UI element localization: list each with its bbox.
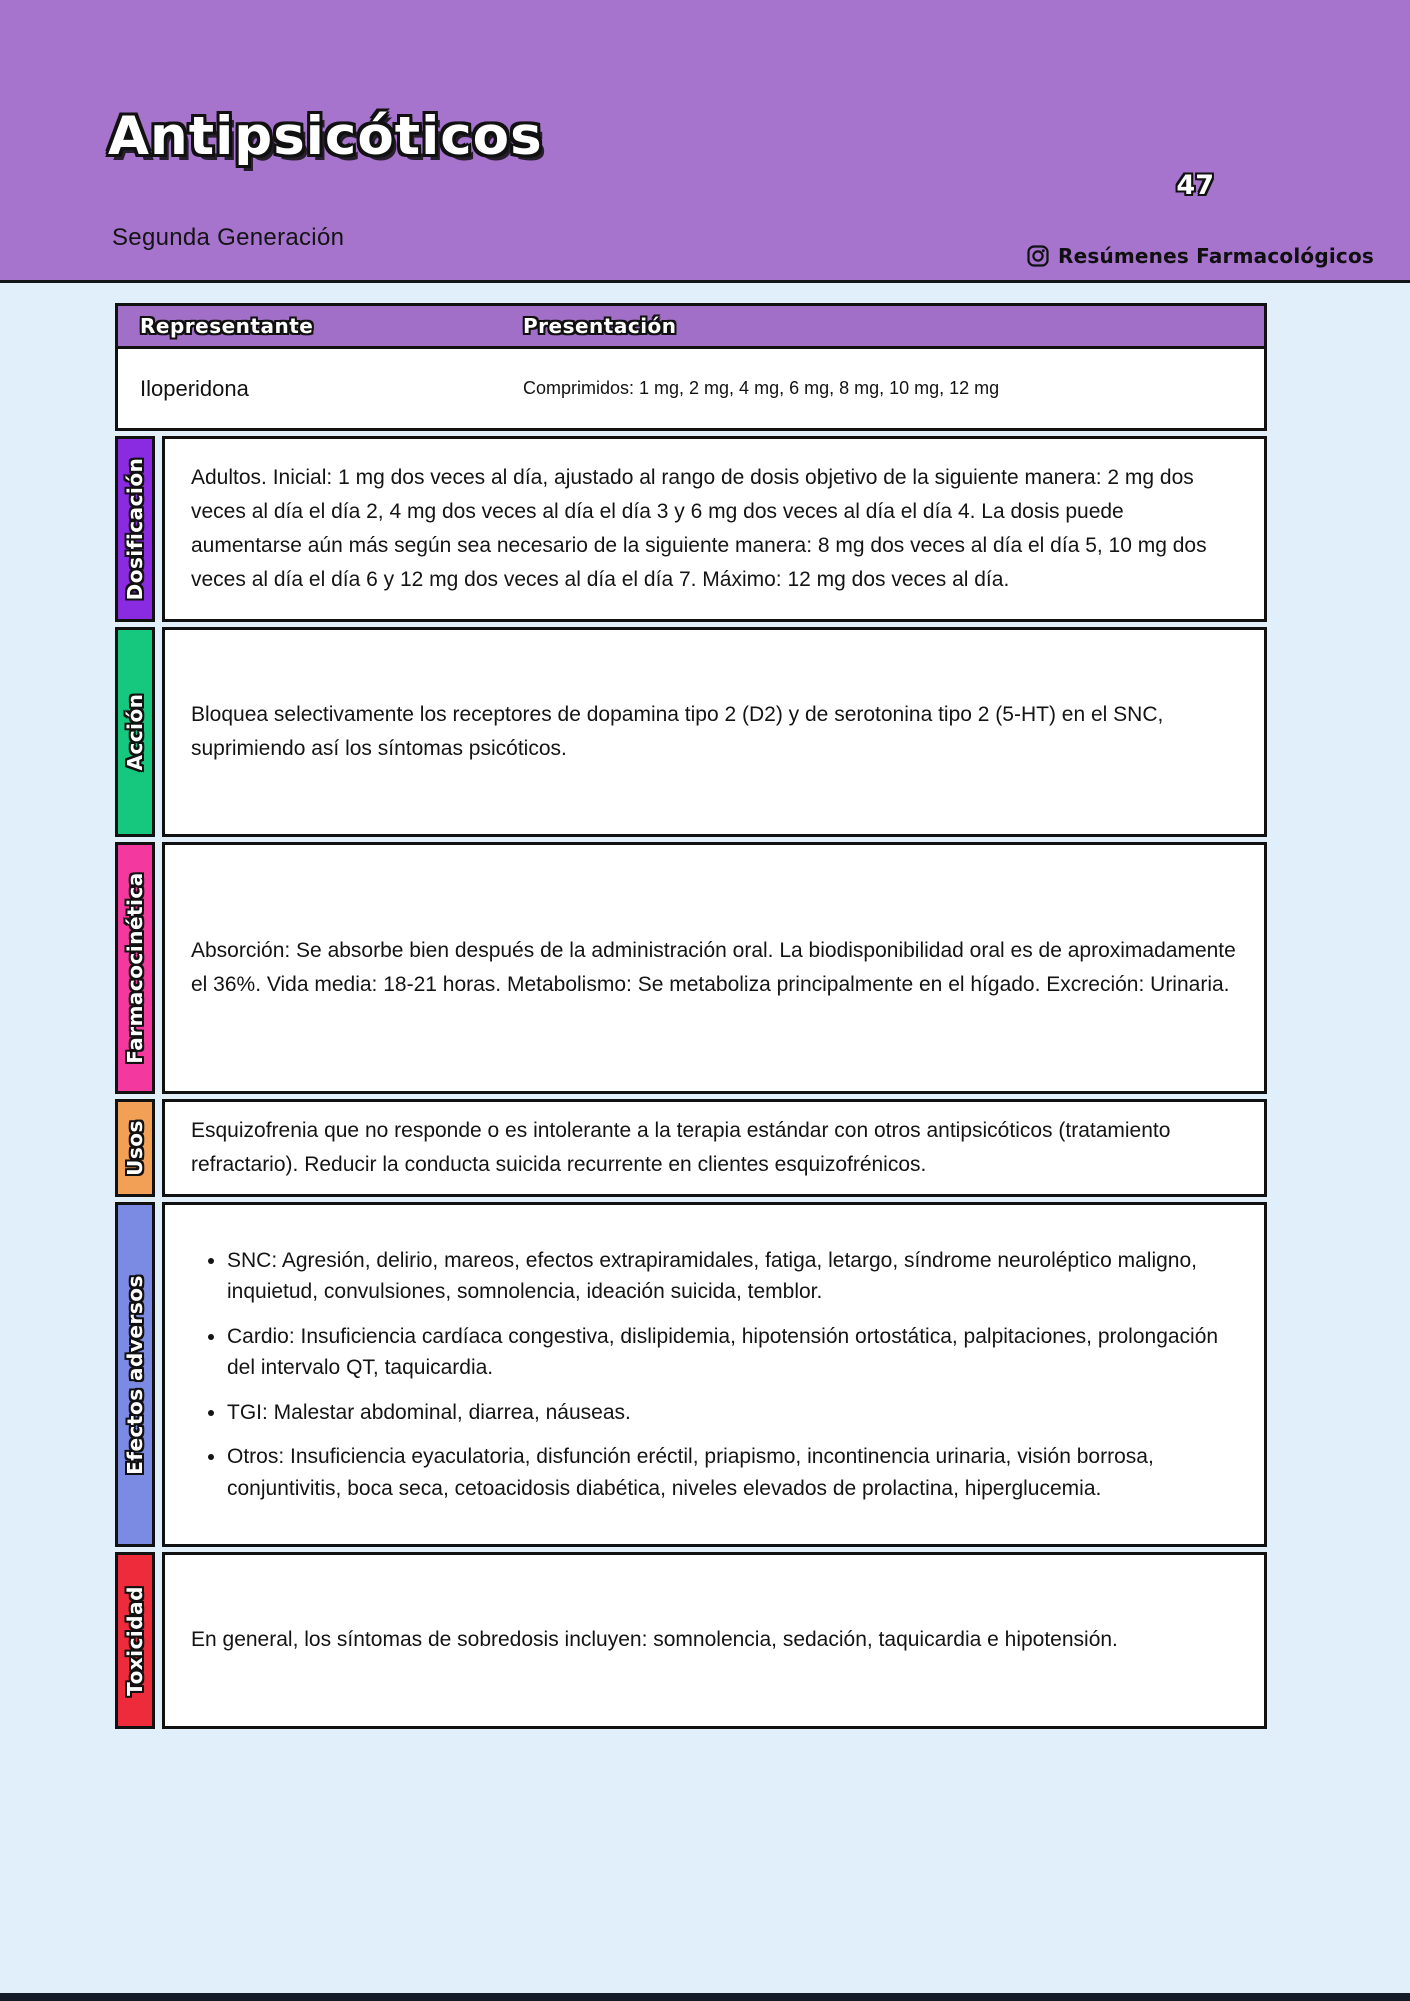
- section-efectos-adversos: [115, 1202, 1267, 1547]
- section-farmacocinetica: [115, 842, 1267, 1094]
- section-efectos-adversos-label: Efectos adversos: [123, 1274, 147, 1475]
- drug-presentation: Comprimidos: 1 mg, 2 mg, 4 mg, 6 mg, 8 mg, 10 mg, 12 mg: [523, 378, 1000, 398]
- list-item: • Cardio: Insuficiencia cardíaca congestiva, dislipidemia, hipotensión ortostática, palpitaciones, prolongación del intervalo QT, taquicardia.: [227, 1321, 1238, 1384]
- drug-table: [115, 303, 1267, 431]
- page-title: Antipsicóticos: [108, 106, 543, 167]
- section-farmacocinetica-strip: [115, 842, 155, 1094]
- section-accion-text: Bloquea selectivamente los receptores de dopamina tipo 2 (D2) y de serotonina tipo 2 (5-HT) en el SNC, suprimiendo así los síntomas psicóticos.: [191, 702, 1164, 760]
- section-usos-strip: [115, 1099, 155, 1197]
- col-header-presentacion: Presentación: [523, 314, 677, 338]
- list-item: • Otros: Insuficiencia eyaculatoria, disfunción eréctil, priapismo, incontinencia urinaria, visión borrosa, conjuntivitis, boca seca, cetoacidosis diabética, niveles elevados de prolactina, hiperglucemia.: [227, 1441, 1238, 1504]
- col-header-representante: Representante: [140, 314, 314, 338]
- section-farmacocinetica-label: Farmacocinética: [123, 872, 147, 1064]
- section-efectos-adversos-strip: [115, 1202, 155, 1547]
- content: [115, 303, 1267, 1729]
- section-accion-body: [162, 627, 1267, 837]
- section-accion-strip: [115, 627, 155, 837]
- bottom-bar: [0, 1993, 1410, 2001]
- drug-name: Iloperidona: [140, 375, 249, 401]
- section-toxicidad-label: Toxicidad: [123, 1585, 147, 1696]
- section-dosificacion-body: [162, 436, 1267, 622]
- section-usos-label: Usos: [123, 1120, 147, 1176]
- section-efectos-adversos-body: [162, 1202, 1267, 1547]
- section-dosificacion-label: Dosificación: [123, 457, 147, 601]
- section-usos-text: Esquizofrenia que no responde o es intolerante a la terapia estándar con otros antipsicóticos (tratamiento refractario). Reducir la conducta suicida recurrente en clientes esquizofrénicos.: [191, 1118, 1171, 1176]
- section-dosificacion-strip: [115, 436, 155, 622]
- drug-table-header: [118, 306, 1264, 349]
- section-toxicidad-text: En general, los síntomas de sobredosis incluyen: somnolencia, sedación, taquicardia e hipotensión.: [191, 1628, 1118, 1652]
- list-item: • SNC: Agresión, delirio, mareos, efectos extrapiramidales, fatiga, letargo, síndrome neuroléptico maligno, inquietud, convulsiones, somnolencia, ideación suicida, temblor.: [227, 1245, 1238, 1308]
- section-usos: [115, 1099, 1267, 1197]
- page-number: 47: [1176, 170, 1214, 201]
- section-usos-body: [162, 1099, 1267, 1197]
- adverse-effects-list: [191, 1232, 1238, 1518]
- section-farmacocinetica-body: [162, 842, 1267, 1094]
- list-item: • TGI: Malestar abdominal, diarrea, náuseas.: [227, 1397, 1238, 1429]
- page-subtitle: Segunda Generación: [112, 224, 345, 251]
- section-accion-label: Acción: [123, 693, 147, 771]
- table-row: [118, 349, 1264, 428]
- section-dosificacion: [115, 436, 1267, 622]
- header-band: [0, 0, 1410, 283]
- section-farmacocinetica-text: Absorción: Se absorbe bien después de la administración oral. La biodisponibilidad oral es de aproximadamente el 36%. Vida media: 18-21 horas. Metabolismo: Se metaboliza principalmente en el hígado. Excreción: Urinaria.: [191, 938, 1236, 996]
- section-toxicidad: [115, 1552, 1267, 1729]
- section-toxicidad-strip: [115, 1552, 155, 1729]
- instagram-icon: [1026, 244, 1050, 268]
- instagram-handle[interactable]: [1026, 244, 1374, 268]
- section-toxicidad-body: [162, 1552, 1267, 1729]
- section-dosificacion-text: Adultos. Inicial: 1 mg dos veces al día, ajustado al rango de dosis objetivo de la siguiente manera: 2 mg dos veces al día el día 2, 4 mg dos veces al día el día 3 y 6 mg dos veces al día el día 4. La dosis puede aumentarse aún más según sea necesario de la siguiente manera: 8 mg dos veces al día el día 5, 10 mg dos veces al día el día 6 y 12 mg dos veces al día el día 7. Máximo: 12 mg dos veces al día.: [191, 465, 1207, 592]
- instagram-handle-label: Resúmenes Farmacológicos: [1057, 244, 1374, 268]
- section-accion: [115, 627, 1267, 837]
